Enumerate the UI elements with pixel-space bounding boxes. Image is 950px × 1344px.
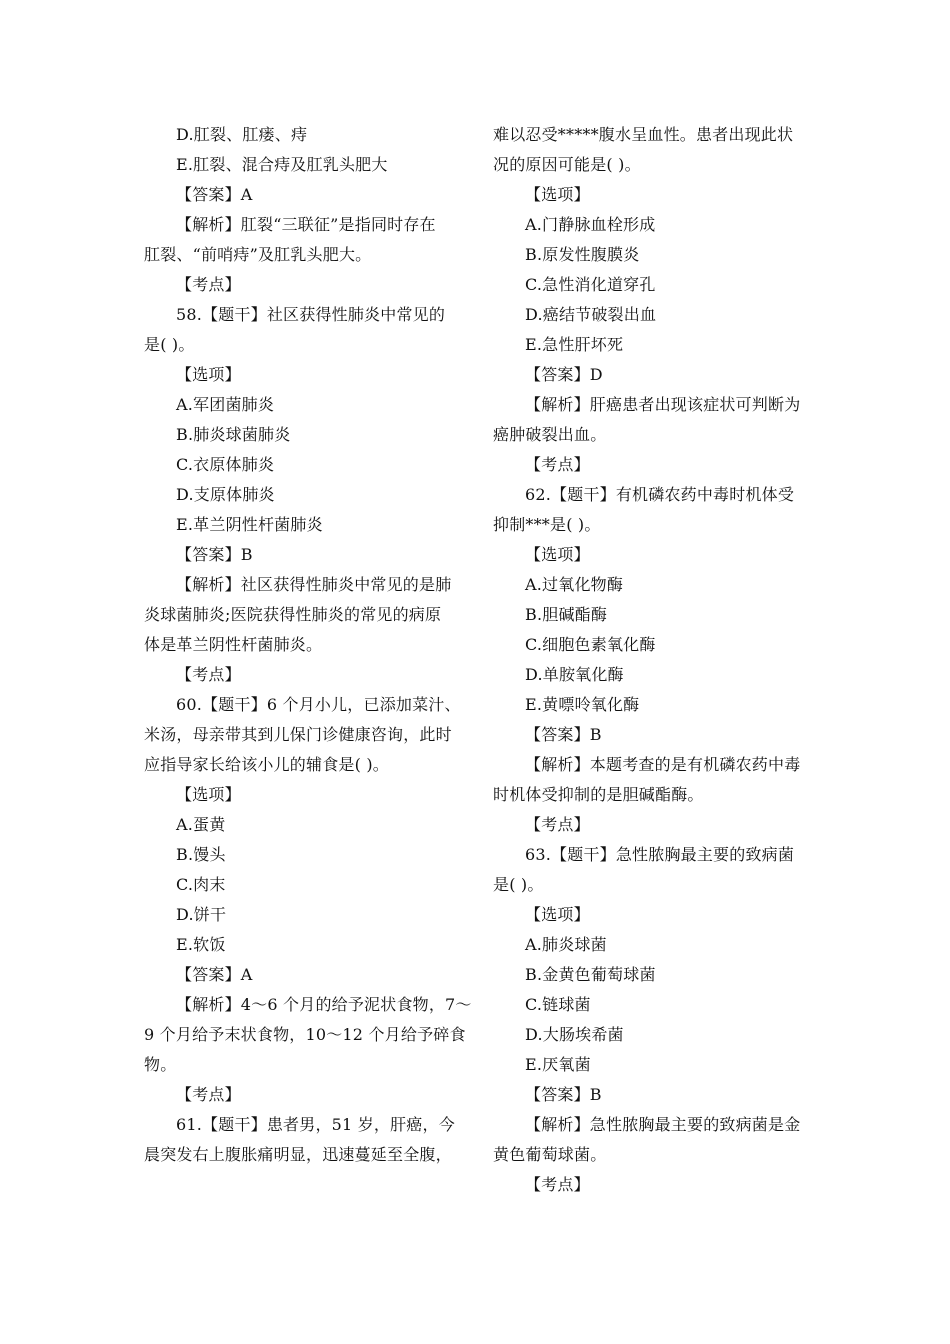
text-line: 时机体受抑制的是胆碱酯酶。: [493, 785, 704, 804]
text-line: A.军团菌肺炎: [176, 395, 275, 414]
text-line: A.过氧化物酶: [525, 575, 624, 594]
text-line: D.癌结节破裂出血: [525, 305, 657, 324]
text-line: 是( )。: [493, 875, 544, 894]
text-line: A.肺炎球菌: [525, 935, 607, 954]
text-line: 【解析】社区获得性肺炎中常见的是肺: [176, 575, 452, 594]
text-line: C.肉末: [176, 875, 226, 894]
text-line: 【选项】: [525, 185, 590, 204]
text-line: 癌肿破裂出血。: [493, 425, 607, 444]
text-line: 【选项】: [176, 785, 241, 804]
text-line: 应指导家长给该小儿的辅食是( )。: [144, 755, 389, 774]
text-line: 【考点】: [525, 815, 590, 834]
text-line: 米汤，母亲带其到儿保门诊健康咨询，此时: [144, 725, 452, 744]
text-line: 【答案】A: [176, 965, 253, 984]
text-line: E.黄嘌呤氧化酶: [525, 695, 640, 714]
right-text-column: [493, 120, 811, 1200]
text-line: 物。: [144, 1055, 177, 1074]
text-line: 【解析】肛裂“三联征”是指同时存在: [176, 215, 436, 234]
text-line: B.胆碱酯酶: [525, 605, 608, 624]
text-line: 【答案】B: [525, 725, 602, 744]
text-line: E.厌氧菌: [525, 1055, 591, 1074]
text-line: A.门静脉血栓形成: [525, 215, 656, 234]
text-line: B.肺炎球菌肺炎: [176, 425, 291, 444]
text-line: 难以忍受*****腹水呈血性。患者出现此状: [493, 125, 794, 144]
text-line: 61.【题干】患者男，51 岁，肝癌，今: [176, 1115, 455, 1134]
text-line: E.革兰阴性杆菌肺炎: [176, 515, 323, 534]
text-line: E.肛裂、混合痔及肛乳头肥大: [176, 155, 388, 174]
text-line: C.细胞色素氧化酶: [525, 635, 656, 654]
text-line: D.单胺氧化酶: [525, 665, 624, 684]
text-line: 【考点】: [176, 1085, 241, 1104]
text-line: 60.【题干】6 个月小儿，已添加菜汁、: [176, 695, 461, 714]
text-line: 58.【题干】社区获得性肺炎中常见的: [176, 305, 446, 324]
text-line: 【答案】B: [176, 545, 253, 564]
left-text-column: [144, 120, 472, 1170]
text-line: 62.【题干】有机磷农药中毒时机体受: [525, 485, 795, 504]
text-line: 【答案】A: [176, 185, 253, 204]
text-line: 【选项】: [176, 365, 241, 384]
text-line: B.馒头: [176, 845, 226, 864]
text-line: 【答案】B: [525, 1085, 602, 1104]
text-line: 9 个月给予末状食物，10～12 个月给予碎食: [144, 1025, 466, 1044]
text-line: E.软饭: [176, 935, 226, 954]
text-line: D.肛裂、肛瘘、痔: [176, 125, 308, 144]
text-line: 【解析】本题考查的是有机磷农药中毒: [525, 755, 801, 774]
text-line: 体是革兰阴性杆菌肺炎。: [144, 635, 323, 654]
text-line: C.急性消化道穿孔: [525, 275, 656, 294]
text-line: 【答案】D: [525, 365, 603, 384]
text-line: 抑制***是( )。: [493, 515, 601, 534]
text-line: 况的原因可能是( )。: [493, 155, 641, 174]
text-line: E.急性肝坏死: [525, 335, 624, 354]
text-line: C.链球菌: [525, 995, 591, 1014]
text-line: 63.【题干】急性脓胸最主要的致病菌: [525, 845, 795, 864]
text-line: B.原发性腹膜炎: [525, 245, 640, 264]
text-line: B.金黄色葡萄球菌: [525, 965, 656, 984]
text-line: 【考点】: [525, 1175, 590, 1194]
text-line: 【考点】: [176, 665, 241, 684]
text-line: 晨突发右上腹胀痛明显，迅速蔓延至全腹，: [144, 1145, 452, 1164]
text-line: 【选项】: [525, 905, 590, 924]
text-line: C.衣原体肺炎: [176, 455, 275, 474]
text-line: 炎球菌肺炎;医院获得性肺炎的常见的病原: [144, 605, 442, 624]
text-line: 是( )。: [144, 335, 195, 354]
text-line: 【考点】: [525, 455, 590, 474]
text-line: 【考点】: [176, 275, 241, 294]
text-line: D.支原体肺炎: [176, 485, 275, 504]
text-line: D.饼干: [176, 905, 227, 924]
text-line: 【解析】肝癌患者出现该症状可判断为: [525, 395, 801, 414]
text-line: 【解析】4～6 个月的给予泥状食物，7～: [176, 995, 472, 1014]
text-line: 黄色葡萄球菌。: [493, 1145, 607, 1164]
text-line: A.蛋黄: [176, 815, 226, 834]
text-line: 【解析】急性脓胸最主要的致病菌是金: [525, 1115, 801, 1134]
text-line: D.大肠埃希菌: [525, 1025, 624, 1044]
text-line: 【选项】: [525, 545, 590, 564]
text-line: 肛裂、“前哨痔”及肛乳头肥大。: [144, 245, 372, 264]
